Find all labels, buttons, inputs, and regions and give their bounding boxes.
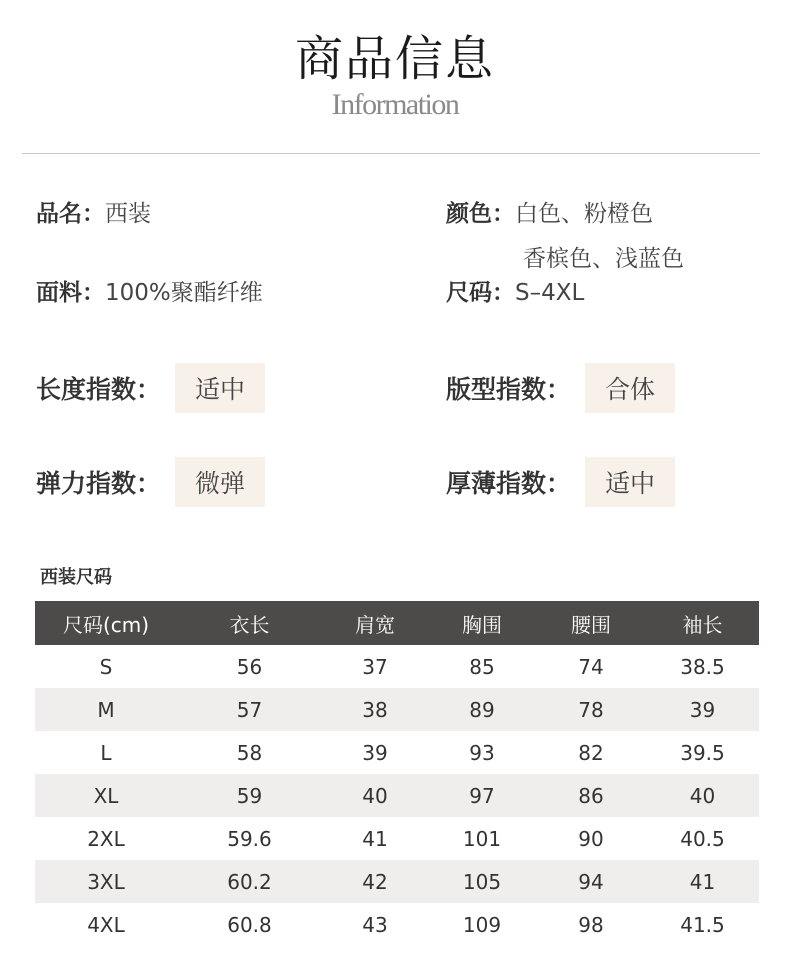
table-row [35, 645, 759, 688]
index-elastic [36, 457, 265, 507]
table-cell: 40 [646, 774, 759, 817]
table-cell: 3XL [35, 860, 177, 903]
table-cell: 86 [536, 774, 646, 817]
size-table-label: 西装尺码 [40, 567, 112, 588]
table-cell: 38.5 [646, 645, 759, 688]
table-cell: 105 [428, 860, 536, 903]
table-row [35, 774, 759, 817]
table-cell: 93 [428, 731, 536, 774]
size-table-header: 尺码(cm) [35, 601, 177, 645]
index-thickness-chip: 适中 [585, 457, 675, 507]
table-cell: 4XL [35, 903, 177, 946]
table-cell: 41.5 [646, 903, 759, 946]
attr-color-value-line2: 香槟色、浅蓝色 [523, 246, 684, 272]
table-cell: 39.5 [646, 731, 759, 774]
table-cell: 60.8 [177, 903, 322, 946]
table-cell: S [35, 645, 177, 688]
size-table-header: 袖长 [646, 601, 759, 645]
attr-name-value: 西装 [105, 201, 151, 227]
size-table-header: 胸围 [428, 601, 536, 645]
size-table-body [35, 645, 759, 946]
table-cell: 98 [536, 903, 646, 946]
table-cell: 38 [322, 688, 428, 731]
index-fit-key: 版型指数： [446, 375, 572, 404]
table-cell: 41 [646, 860, 759, 903]
size-table-header-row [35, 601, 759, 645]
attr-color-key: 颜色： [446, 201, 515, 227]
table-cell: 74 [536, 645, 646, 688]
table-cell: 2XL [35, 817, 177, 860]
table-cell: 43 [322, 903, 428, 946]
table-row [35, 817, 759, 860]
table-cell: 39 [322, 731, 428, 774]
index-fit-chip: 合体 [585, 363, 675, 413]
table-row [35, 688, 759, 731]
table-cell: L [35, 731, 177, 774]
attr-fabric-key: 面料： [36, 280, 105, 306]
table-row [35, 731, 759, 774]
size-table-header: 肩宽 [322, 601, 428, 645]
table-cell: 40 [322, 774, 428, 817]
index-length-key: 长度指数： [36, 375, 162, 404]
table-cell: 37 [322, 645, 428, 688]
attr-color-value-line1: 白色、粉橙色 [515, 201, 653, 227]
header-divider [22, 153, 760, 154]
attr-name [36, 199, 151, 229]
page-subtitle: Information [331, 88, 459, 121]
table-cell: 90 [536, 817, 646, 860]
table-cell: 101 [428, 817, 536, 860]
table-cell: 39 [646, 688, 759, 731]
header [0, 28, 790, 122]
table-cell: 41 [322, 817, 428, 860]
table-cell: M [35, 688, 177, 731]
table-cell: 94 [536, 860, 646, 903]
table-cell: 82 [536, 731, 646, 774]
attr-size [446, 278, 584, 308]
attr-size-key: 尺码： [446, 280, 515, 306]
attr-size-value: S–4XL [515, 280, 585, 306]
index-thickness [446, 457, 675, 507]
table-cell: XL [35, 774, 177, 817]
table-cell: 97 [428, 774, 536, 817]
table-cell: 78 [536, 688, 646, 731]
table-cell: 109 [428, 903, 536, 946]
table-cell: 56 [177, 645, 322, 688]
attr-color-line2 [523, 244, 684, 274]
attr-name-key: 品名： [36, 201, 105, 227]
size-table [35, 601, 759, 946]
table-cell: 42 [322, 860, 428, 903]
size-table-header: 腰围 [536, 601, 646, 645]
index-length [36, 363, 265, 413]
table-row [35, 903, 759, 946]
index-length-chip: 适中 [175, 363, 265, 413]
attr-fabric-value: 100%聚酯纤维 [105, 280, 263, 306]
table-cell: 60.2 [177, 860, 322, 903]
table-row [35, 860, 759, 903]
table-cell: 59 [177, 774, 322, 817]
attr-fabric [36, 278, 263, 308]
table-cell: 57 [177, 688, 322, 731]
table-cell: 58 [177, 731, 322, 774]
page-title: 商品信息 [294, 31, 495, 87]
attr-color [446, 199, 653, 229]
table-cell: 59.6 [177, 817, 322, 860]
index-elastic-key: 弹力指数： [36, 469, 162, 498]
index-fit [446, 363, 675, 413]
table-cell: 40.5 [646, 817, 759, 860]
index-thickness-key: 厚薄指数： [446, 469, 572, 498]
table-cell: 85 [428, 645, 536, 688]
size-table-header: 衣长 [177, 601, 322, 645]
index-elastic-chip: 微弹 [175, 457, 265, 507]
table-cell: 89 [428, 688, 536, 731]
